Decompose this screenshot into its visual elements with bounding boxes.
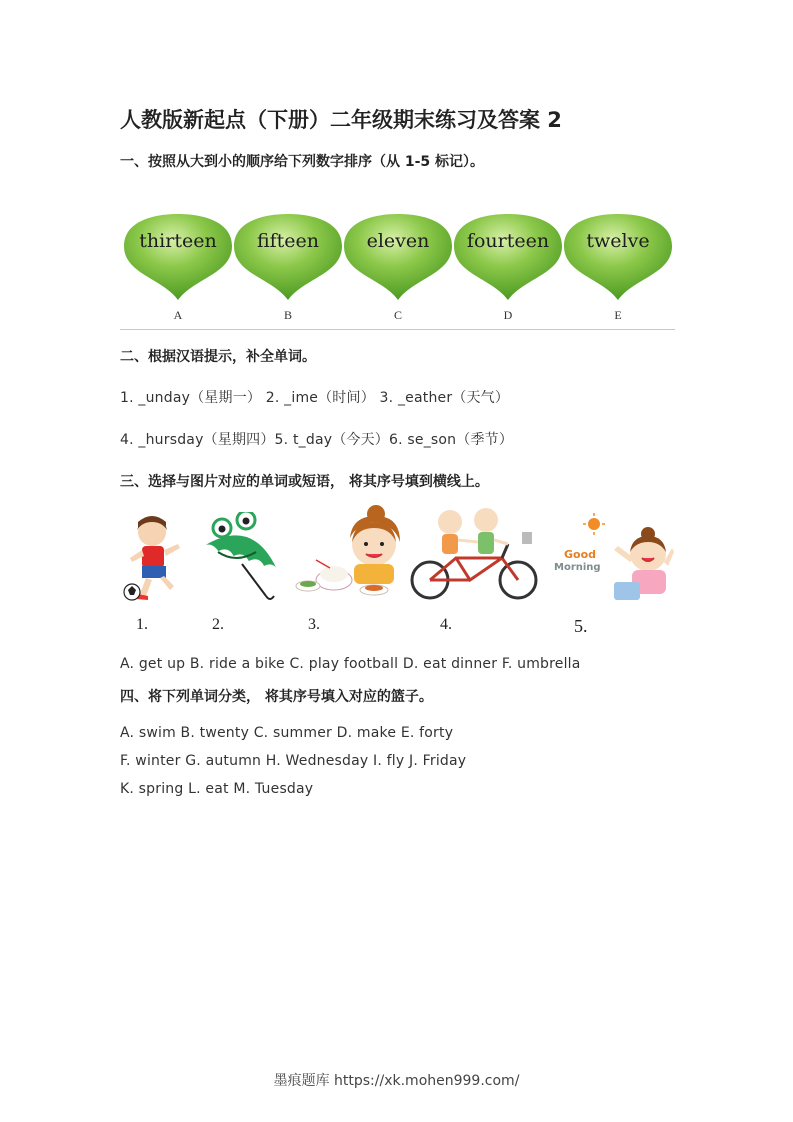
picture-number: 4.	[440, 616, 452, 633]
morning-text: Morning	[554, 562, 601, 573]
fill-in-line-2: 4. _hursday（星期四）5. t_day（今天）6. se_son（季节）	[120, 432, 514, 448]
divider	[120, 329, 675, 330]
section-3-heading: 三、选择与图片对应的单词或短语， 将其序号填到横线上。	[120, 474, 489, 490]
good-morning-girl-icon	[552, 512, 674, 604]
boy-football-icon	[122, 510, 192, 602]
section-4-heading: 四、将下列单词分类， 将其序号填入对应的篮子。	[120, 689, 433, 705]
frog-umbrella-icon	[200, 512, 280, 602]
picture-number: 1.	[136, 616, 148, 633]
word-list-line-1: A. swim B. twenty C. summer D. make E. forty	[120, 725, 454, 741]
leaf-icon	[562, 208, 674, 306]
leaf-row	[120, 208, 675, 332]
good-text: Good	[564, 548, 597, 561]
leaf-word: eleven	[366, 230, 430, 252]
leaf-card	[122, 208, 234, 332]
leaf-word: fifteen	[256, 230, 320, 252]
page-title: 人教版新起点（下册）二年级期末练习及答案 2	[120, 108, 562, 132]
leaf-letter: E	[614, 308, 622, 322]
leaf-icon	[342, 208, 454, 306]
leaf-word: fourteen	[466, 230, 550, 252]
word-list-line-3: K. spring L. eat M. Tuesday	[120, 781, 314, 797]
leaf-letter: B	[283, 308, 292, 322]
leaf-card	[452, 208, 564, 332]
picture-number: 5.	[574, 616, 588, 636]
leaf-letter: A	[173, 308, 183, 322]
leaf-card	[232, 208, 344, 332]
picture-number: 3.	[308, 616, 320, 633]
picture-strip	[120, 500, 675, 640]
girl-eating-icon	[294, 502, 404, 602]
tandem-bike-icon	[406, 502, 540, 602]
footer-watermark: 墨痕题库 https://xk.mohen999.com/	[273, 1073, 520, 1089]
leaf-icon	[232, 208, 344, 306]
leaf-word: twelve	[586, 230, 650, 252]
leaf-word: thirteen	[139, 230, 217, 252]
leaf-letter: D	[503, 308, 513, 322]
leaf-icon	[122, 208, 234, 306]
section-1-heading: 一、按照从大到小的顺序给下列数字排序（从 1-5 标记）。	[120, 154, 485, 170]
picture-number: 2.	[212, 616, 224, 633]
word-list-line-2: F. winter G. autumn H. Wednesday I. fly J. Friday	[120, 753, 467, 769]
options-line: A. get up B. ride a bike C. play football D. eat dinner F. umbrella	[120, 656, 581, 672]
leaf-card	[342, 208, 454, 332]
fill-in-line-1: 1. _unday（星期一） 2. _ime（时间） 3. _eather（天气）	[120, 390, 510, 406]
section-2-heading: 二、根据汉语提示，补全单词。	[120, 349, 316, 365]
leaf-letter: C	[393, 308, 402, 322]
leaf-icon	[452, 208, 564, 306]
leaf-card	[562, 208, 674, 332]
